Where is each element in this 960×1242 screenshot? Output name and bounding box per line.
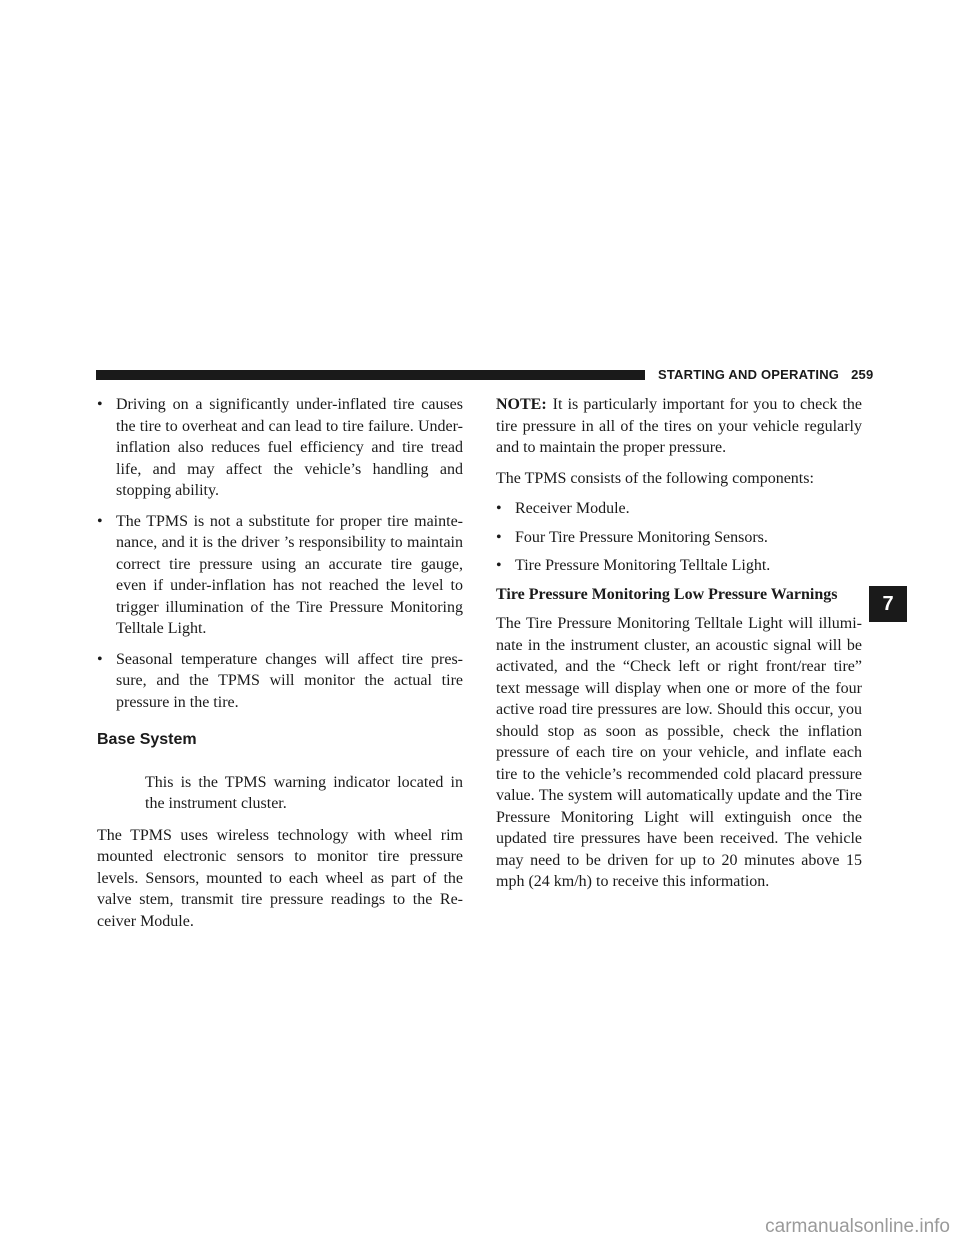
bullet-text: The TPMS is not a substitute for proper tire mainte- nance, and it is the driver ’s responsibility to maintain correct tire pressure using an accurate tire gauge, even if under-inflation has not reached the level to trigger illumination of the Tire Pressure Monitoring Telltale Light. — [116, 512, 463, 637]
left-column — [97, 394, 463, 941]
body-paragraph: The TPMS uses wireless technology with wheel rim mounted electronic sensors to monitor tire pressure levels. Sensors, mounted to each wheel as part of the valve stem, transmit tire pressure readings to the Re- ceiver Module. — [97, 826, 463, 930]
component-text: Tire Pressure Monitoring Telltale Light. — [515, 557, 771, 574]
page-number: 259 — [851, 367, 874, 382]
bullet-text: Seasonal temperature changes will affect tire pres- sure, and the TPMS will monitor the actual tire pressure in the tire. — [116, 650, 463, 711]
component-text: Receiver Module. — [515, 500, 630, 517]
note-label: NOTE: — [496, 396, 547, 413]
component-item — [496, 527, 862, 549]
section-heading: Base System — [97, 731, 197, 748]
chapter-tab: 7 — [869, 586, 907, 622]
bullet-icon: • — [97, 650, 103, 668]
bullet-text: Driving on a significantly under-inflated tire causes the tire to overheat and can lead to tire failure. Under-inflation also reduces fuel efficiency and tire tread life, and may affect the vehicle’s handling and stopping ability. — [116, 396, 463, 499]
subsection-heading: Tire Pressure Monitoring Low Pressure Warnings — [496, 585, 838, 603]
header-rule — [96, 370, 645, 380]
section-title: STARTING AND OPERATING — [658, 367, 840, 382]
warning-indicator-caption: This is the TPMS warning indicator located in the instrument cluster. — [145, 773, 463, 812]
body-paragraph: The Tire Pressure Monitoring Telltale Light will illumi- nate in the instrument cluster, an acoustic signal will be activated, and the “Check left or right front/rear tire” text message will display when one or more of the four active road tire pressures are low. Should this occur, you should stop as soon as possible, check the inflation pressure of each tire on your vehicle, and inflate each tire to the vehicle’s recommended cold placard pressure value. The system will automatically update and the Tire Pressure Monitoring Light will extinguish once the updated tire pressures have been received. The vehicle may need to be driven for up to 20 minutes above 15 mph (24 km/h) to receive this information. — [496, 615, 862, 890]
bullet-icon: • — [97, 512, 103, 530]
component-item — [496, 555, 862, 577]
component-text: Four Tire Pressure Monitoring Sensors. — [515, 528, 768, 546]
note-text: It is particularly important for you to check the tire pressure in all of the tires on your vehicle regularly and to maintain the proper pressure. — [496, 396, 862, 456]
bullet-icon: • — [496, 557, 502, 574]
bullet-item — [97, 649, 463, 714]
bullet-icon: • — [496, 500, 502, 517]
bullet-icon: • — [97, 396, 103, 413]
bullet-item — [97, 511, 463, 640]
right-column — [496, 394, 862, 902]
bullet-icon: • — [496, 528, 502, 546]
note-paragraph — [496, 394, 862, 459]
component-item — [496, 498, 862, 520]
watermark: carmanualsonline.info — [765, 1216, 950, 1237]
running-header — [658, 367, 873, 385]
components-intro: The TPMS consists of the following components: — [496, 469, 814, 487]
bullet-item — [97, 394, 463, 502]
